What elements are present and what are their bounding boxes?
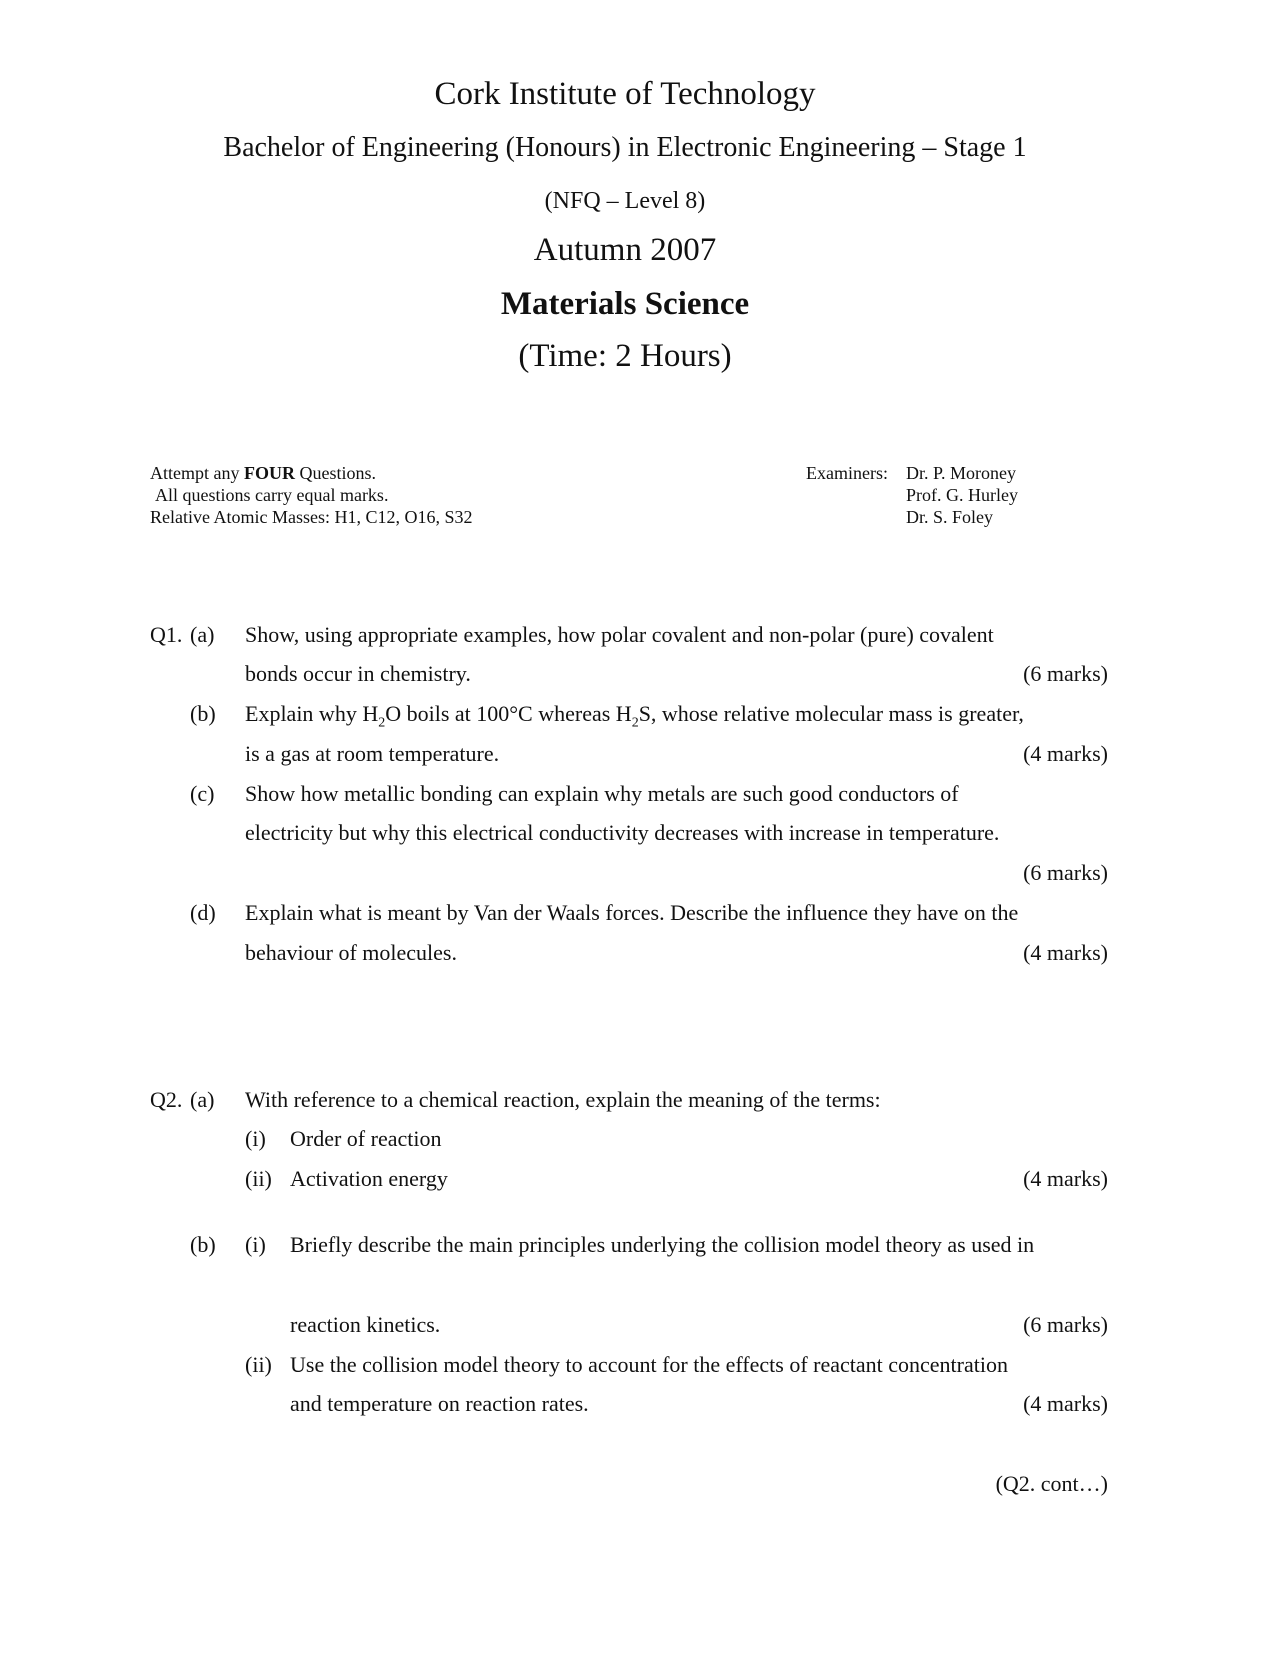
nfq-level: (NFQ – Level 8) — [544, 188, 706, 214]
q1c-marks: (6 marks) — [1023, 860, 1108, 885]
institution-title: Cork Institute of Technology — [434, 76, 816, 112]
exam-duration: (Time: 2 Hours) — [518, 338, 732, 374]
q2b-ii-label: (ii) — [245, 1352, 272, 1377]
instruction-line-2: All questions carry equal marks. — [155, 485, 389, 505]
q1a-marks: (6 marks) — [1023, 661, 1108, 686]
q1b-label: (b) — [190, 701, 216, 726]
q2a-label: (a) — [190, 1087, 215, 1112]
examiner-name: Dr. P. Moroney — [906, 463, 1017, 483]
q1b-text-line-1: Explain why $H_2O$ boils at 100°C whereas $H_2S$, whose relative molecular mass is greater, — [245, 701, 1024, 731]
q1a-text-line-1: Show, using appropriate examples, how polar covalent and non-polar (pure) covalent — [245, 622, 994, 647]
q1d-text-line-1: Explain what is meant by Van der Waals forces. Describe the influence they have on the — [245, 900, 1019, 925]
q1b-marks: (4 marks) — [1023, 741, 1108, 766]
q1-number: Q1. — [150, 622, 183, 647]
examiners-label: Examiners: — [806, 463, 888, 483]
programme-title: Bachelor of Engineering (Honours) in Electronic Engineering – Stage 1 — [223, 132, 1027, 163]
q2a-i-text: Order of reaction — [290, 1126, 442, 1151]
exam-session: Autumn 2007 — [533, 232, 717, 268]
q1a-text-line-2: bonds occur in chemistry. — [245, 661, 471, 686]
instructions — [150, 462, 473, 528]
q2b-ii-text-line-2: and temperature on reaction rates. — [290, 1391, 589, 1416]
q2-number: Q2. — [150, 1087, 183, 1112]
q2a-ii-label: (ii) — [245, 1166, 272, 1191]
q2b-i-text-line-2: reaction kinetics. — [290, 1312, 441, 1337]
q1b-text-line-2: is a gas at room temperature. — [245, 741, 500, 766]
q2b-i-marks: (6 marks) — [1023, 1312, 1108, 1337]
subject-title: Materials Science — [500, 286, 750, 322]
q1d-label: (d) — [190, 900, 216, 925]
examiner-name: Dr. S. Foley — [906, 507, 994, 527]
q2a-marks: (4 marks) — [1023, 1166, 1108, 1191]
q1d-marks: (4 marks) — [1023, 940, 1108, 965]
q2a-i-label: (i) — [245, 1126, 266, 1151]
instruction-line-1: Attempt any FOUR Questions. — [150, 463, 376, 483]
q2a-text-line-1: With reference to a chemical reaction, explain the meaning of the terms: — [245, 1087, 881, 1112]
q1d-text-line-2: behaviour of molecules. — [245, 940, 457, 965]
q2b-label: (b) — [190, 1232, 216, 1257]
q1c-text-line-2: electricity but why this electrical conductivity decreases with increase in temperature. — [245, 820, 1000, 845]
q1c-text-line-1: Show how metallic bonding can explain why metals are such good conductors of — [245, 781, 959, 806]
q2a-ii-text: Activation energy — [290, 1166, 448, 1191]
instruction-line-3: Relative Atomic Masses: H1, C12, O16, S32 — [150, 507, 473, 527]
q2b-i-text-line-1: Briefly describe the main principles underlying the collision model theory as used in — [290, 1232, 1035, 1257]
examiners-list — [906, 462, 1018, 528]
q2b-i-label: (i) — [245, 1232, 266, 1257]
q1c-label: (c) — [190, 781, 215, 806]
q1a-label: (a) — [190, 622, 215, 647]
q2b-ii-text-line-1: Use the collision model theory to account for the effects of reactant concentration — [290, 1352, 1008, 1377]
continuation-note: (Q2. cont…) — [995, 1471, 1108, 1496]
examiner-name: Prof. G. Hurley — [906, 485, 1018, 505]
q2b-ii-marks: (4 marks) — [1023, 1391, 1108, 1416]
